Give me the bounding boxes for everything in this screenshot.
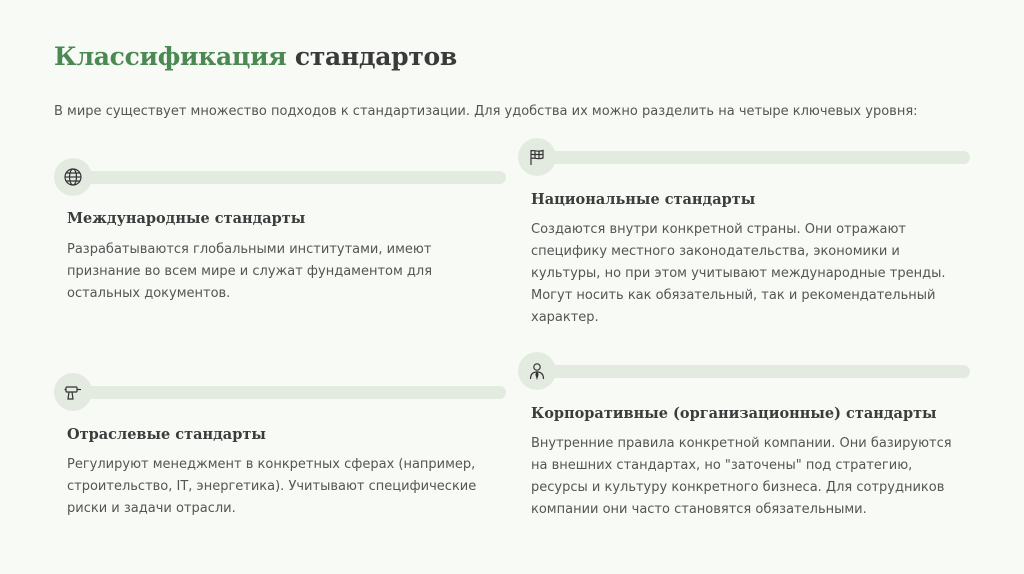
card-track <box>54 171 506 184</box>
card-track <box>518 365 970 378</box>
card-text: Создаются внутри конкретной страны. Они отражают специфику местного законодательства, экономики и культуры, но при этом учитывают международные тренды. Могут носить как обязательный, так и рекомендательный характер. <box>531 222 946 325</box>
card-text: Внутренние правила конкретной компании. Они базируются на внешних стандартах, но "заточены" под стратегию, ресурсы и культуру конкретного бизнеса. Для сотрудников компании они часто становятся обязательными. <box>531 436 952 517</box>
card-text: Регулируют менеджмент в конкретных сферах (например, строительство, IT, энергетика). Учитывают специфические риски и задачи отрасли. <box>67 457 477 516</box>
card-title: Корпоративные (организационные) стандарты <box>531 405 937 422</box>
card-international <box>54 158 504 308</box>
page-title-accent: Классификация <box>54 42 287 71</box>
card-title: Отраслевые стандарты <box>67 426 266 443</box>
drill-icon <box>63 382 83 402</box>
businessperson-icon-circle <box>518 352 556 390</box>
intro-text: В мире существует множество подходов к стандартизации. Для удобства их можно разделить на четыре ключевых уровня: <box>54 104 918 119</box>
card-industry <box>54 373 504 523</box>
card-national <box>518 138 968 325</box>
globe-icon <box>63 167 83 187</box>
card-title: Национальные стандарты <box>531 191 756 208</box>
card-text: Разрабатываются глобальными институтами, имеют признание во всем мире и служат фундаментом для остальных документов. <box>67 242 433 301</box>
card-corporate <box>518 352 968 522</box>
card-track <box>518 151 970 164</box>
drill-icon-circle <box>54 373 92 411</box>
page-title-rest: стандартов <box>294 42 457 71</box>
card-title: Международные стандарты <box>67 210 306 227</box>
globe-icon-circle <box>54 158 92 196</box>
page-title <box>54 42 457 71</box>
flag-icon <box>527 147 547 167</box>
businessperson-icon <box>527 361 547 381</box>
flag-icon-circle <box>518 138 556 176</box>
card-track <box>54 386 506 399</box>
